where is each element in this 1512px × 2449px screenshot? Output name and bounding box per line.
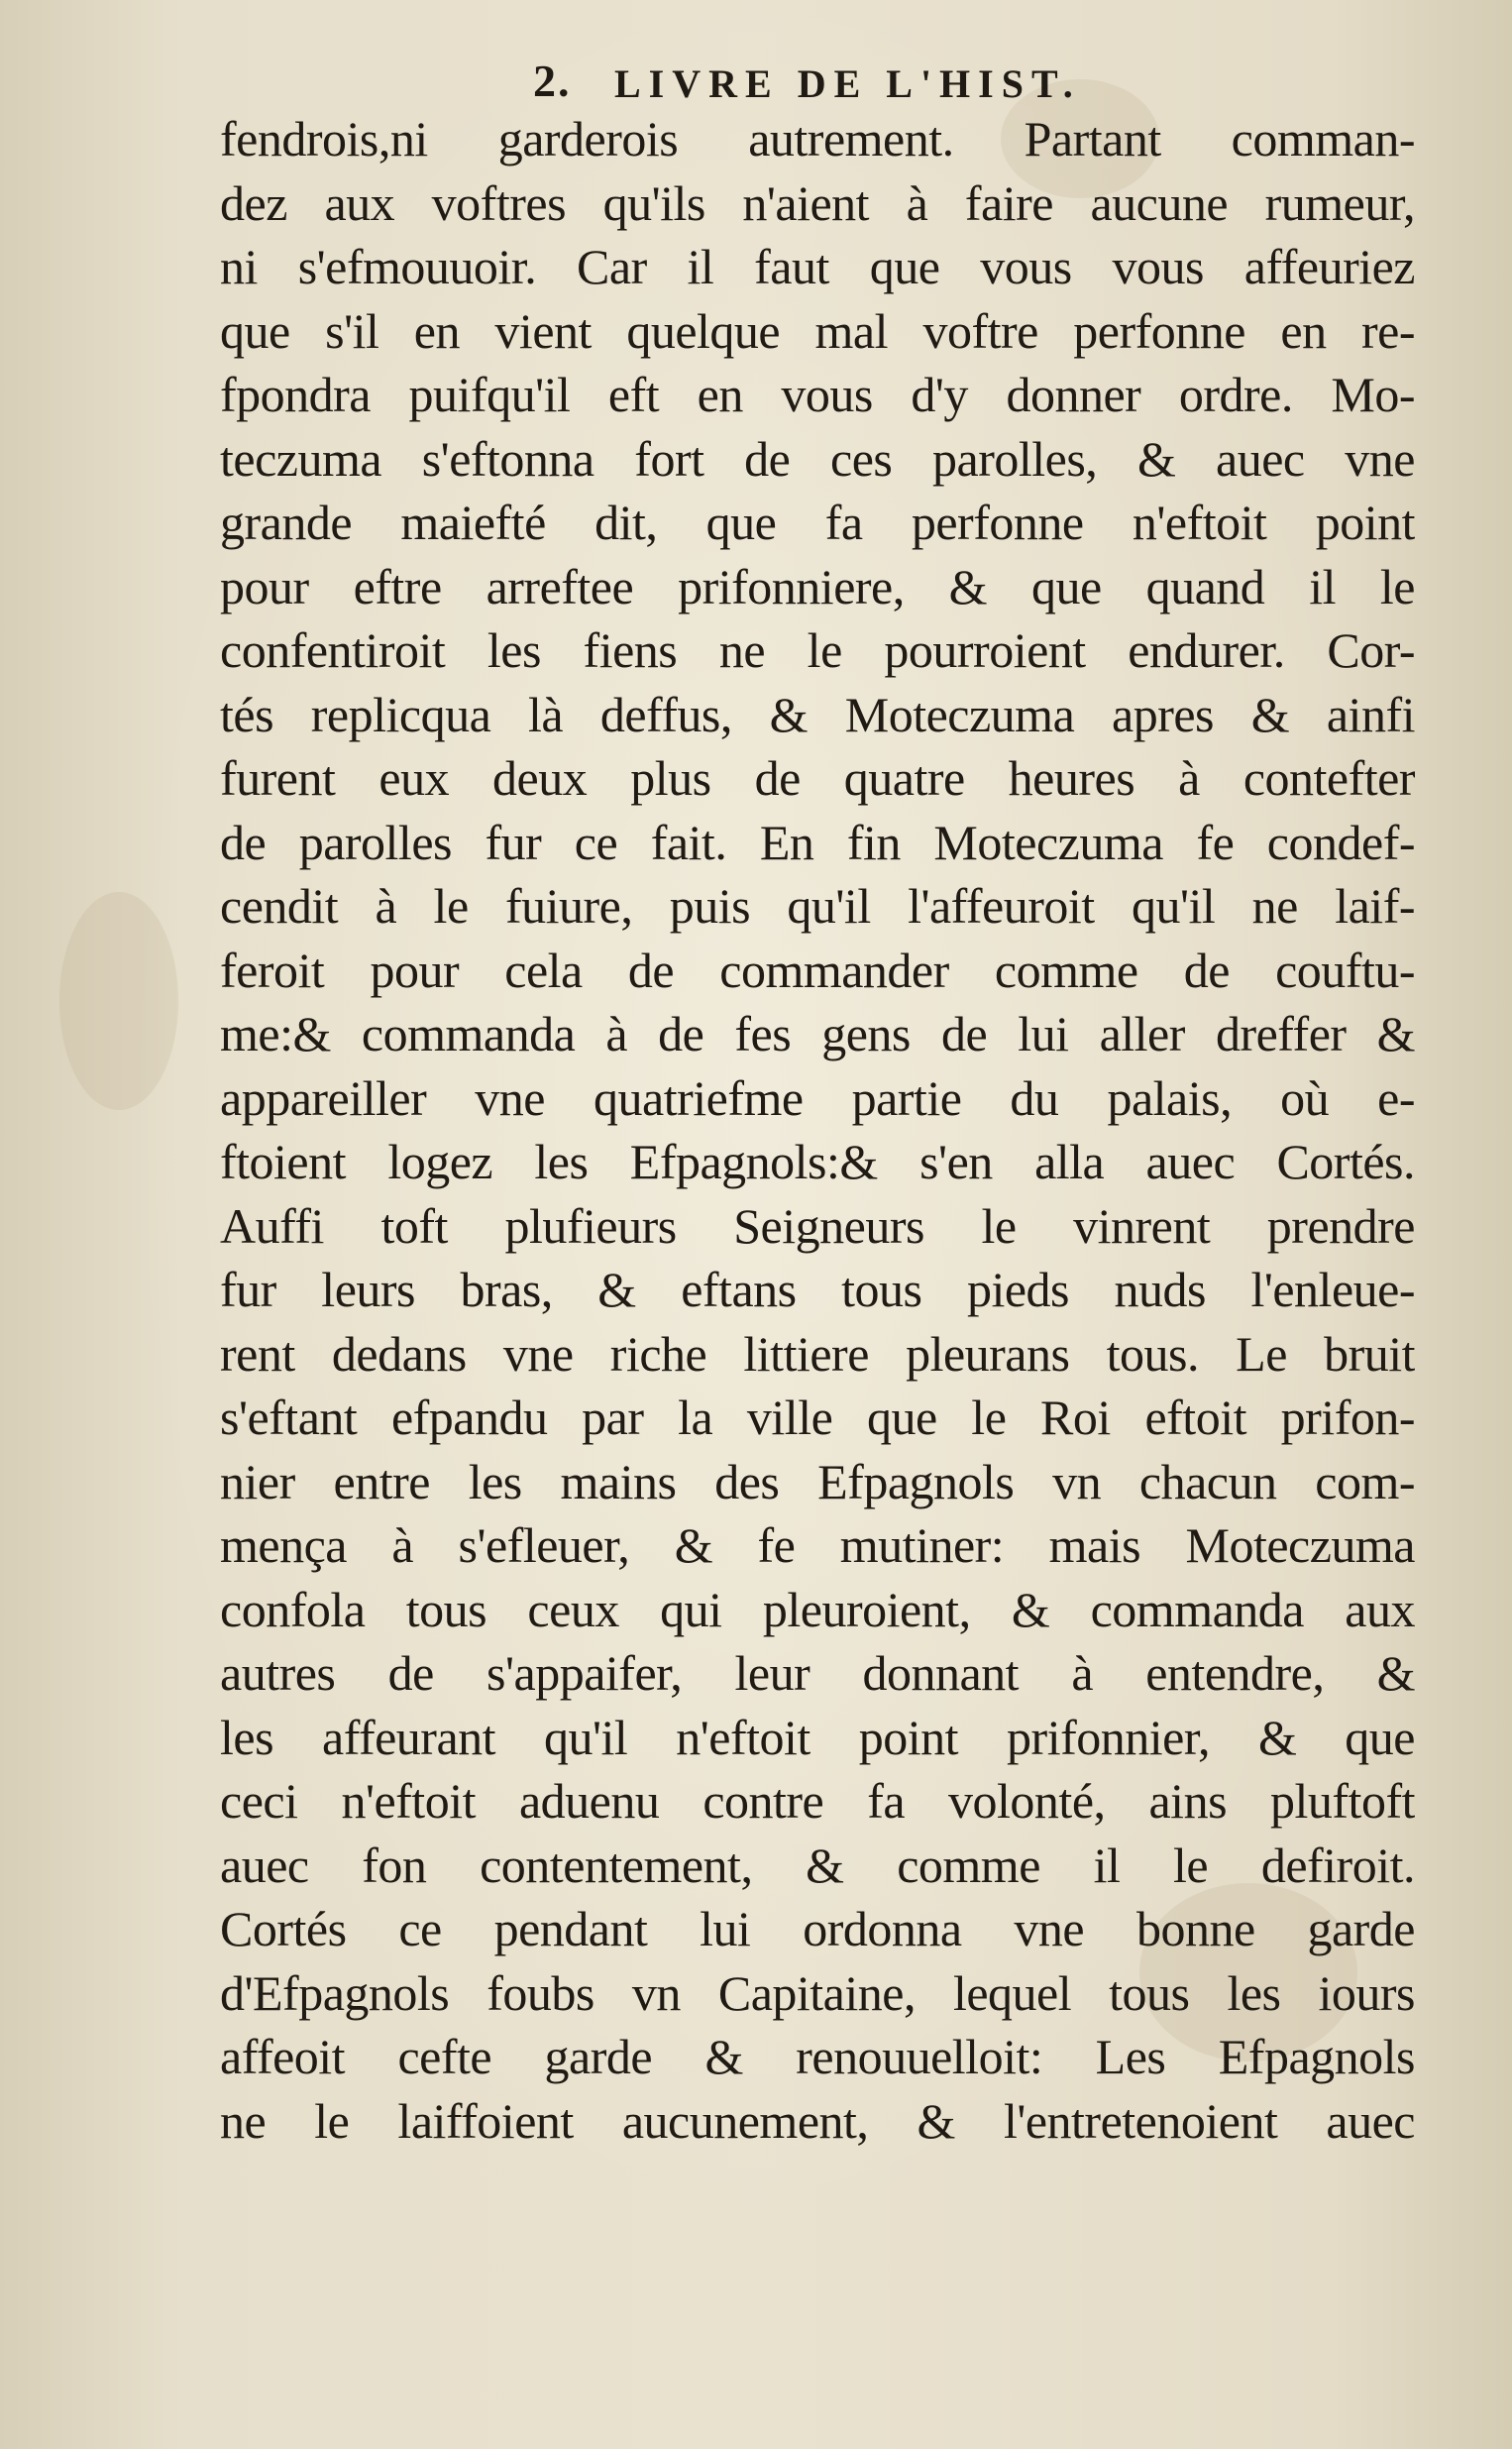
page-header: [0, 55, 1512, 114]
text-line: fendrois,ni garderois autrement. Partant comman-: [220, 111, 1415, 167]
text-line: pour eftre arreftee prifonniere, & que quand il le: [220, 558, 1415, 614]
text-line: s'eftant efpandu par la ville que le Roi eftoit prifon-: [220, 1390, 1415, 1445]
text-line: feroit pour cela de commander comme de couftu-: [220, 942, 1415, 998]
text-line: ne le laiffoient aucunement, & l'entretenoient auec: [220, 2092, 1415, 2149]
text-line: ceci n'eftoit aduenu contre fa volonté, ains pluftoft: [220, 1773, 1415, 1829]
text-line: cendit à le fuiure, puis qu'il l'affeuroit qu'il ne laif-: [220, 878, 1415, 934]
running-head: LIVRE DE L'HIST.: [614, 61, 1081, 106]
text-line: grande maiefté dit, que fa perfonne n'eftoit point: [220, 495, 1415, 550]
text-line: ftoient logez les Efpagnols:& s'en alla auec Cortés.: [220, 1134, 1415, 1189]
text-line: dez aux voftres qu'ils n'aient à faire aucune rumeur,: [220, 174, 1415, 231]
text-line: fpondra puifqu'il eft en vous d'y donner ordre. Mo-: [220, 367, 1415, 422]
text-line: furent eux deux plus de quatre heures à contefter: [220, 750, 1415, 806]
text-line: affeoit cefte garde & renouuelloit: Les Efpagnols: [220, 2029, 1415, 2084]
text-line: rent dedans vne riche littiere pleurans tous. Le bruit: [220, 1325, 1415, 1382]
text-line: d'Efpagnols foubs vn Capitaine, lequel tous les iours: [220, 1964, 1415, 2021]
text-line: que s'il en vient quelque mal voftre perfonne en re-: [220, 302, 1415, 359]
text-line: Cortés ce pendant lui ordonna vne bonne garde: [220, 1901, 1415, 1956]
text-line: appareiller vne quatriefme partie du palais, où e-: [220, 1069, 1415, 1126]
body-text: [220, 107, 1415, 2153]
text-line: tés replicqua là deffus, & Moteczuma apres & ainfi: [220, 686, 1415, 742]
text-line: Auffi toft plufieurs Seigneurs le vinrent prendre: [220, 1197, 1415, 1254]
text-line: auec fon contentement, & comme il le defiroit.: [220, 1837, 1415, 1893]
text-line: nier entre les mains des Efpagnols vn chacun com-: [220, 1453, 1415, 1509]
text-line: autres de s'appaifer, leur donnant à entendre, &: [220, 1645, 1415, 1701]
folio-number: 2.: [533, 56, 572, 106]
text-line: confentiroit les fiens ne le pourroient endurer. Cor-: [220, 622, 1415, 678]
text-line: ni s'efmouuoir. Car il faut que vous vous affeuriez: [220, 239, 1415, 294]
text-line: teczuma s'eftonna fort de ces parolles, & auec vne: [220, 430, 1415, 487]
text-line: confola tous ceux qui pleuroient, & commanda aux: [220, 1581, 1415, 1637]
text-line: me:& commanda à de fes gens de lui aller dreffer &: [220, 1006, 1415, 1061]
text-line: fur leurs bras, & eftans tous pieds nuds l'enleue-: [220, 1262, 1415, 1317]
text-line: mença à s'efleuer, & fe mutiner: mais Moteczuma: [220, 1517, 1415, 1573]
paper-stain: [59, 892, 178, 1110]
text-line: les affeurant qu'il n'eftoit point prifonnier, & que: [220, 1709, 1415, 1765]
text-line: de parolles fur ce fait. En fin Moteczuma fe condef-: [220, 814, 1415, 870]
